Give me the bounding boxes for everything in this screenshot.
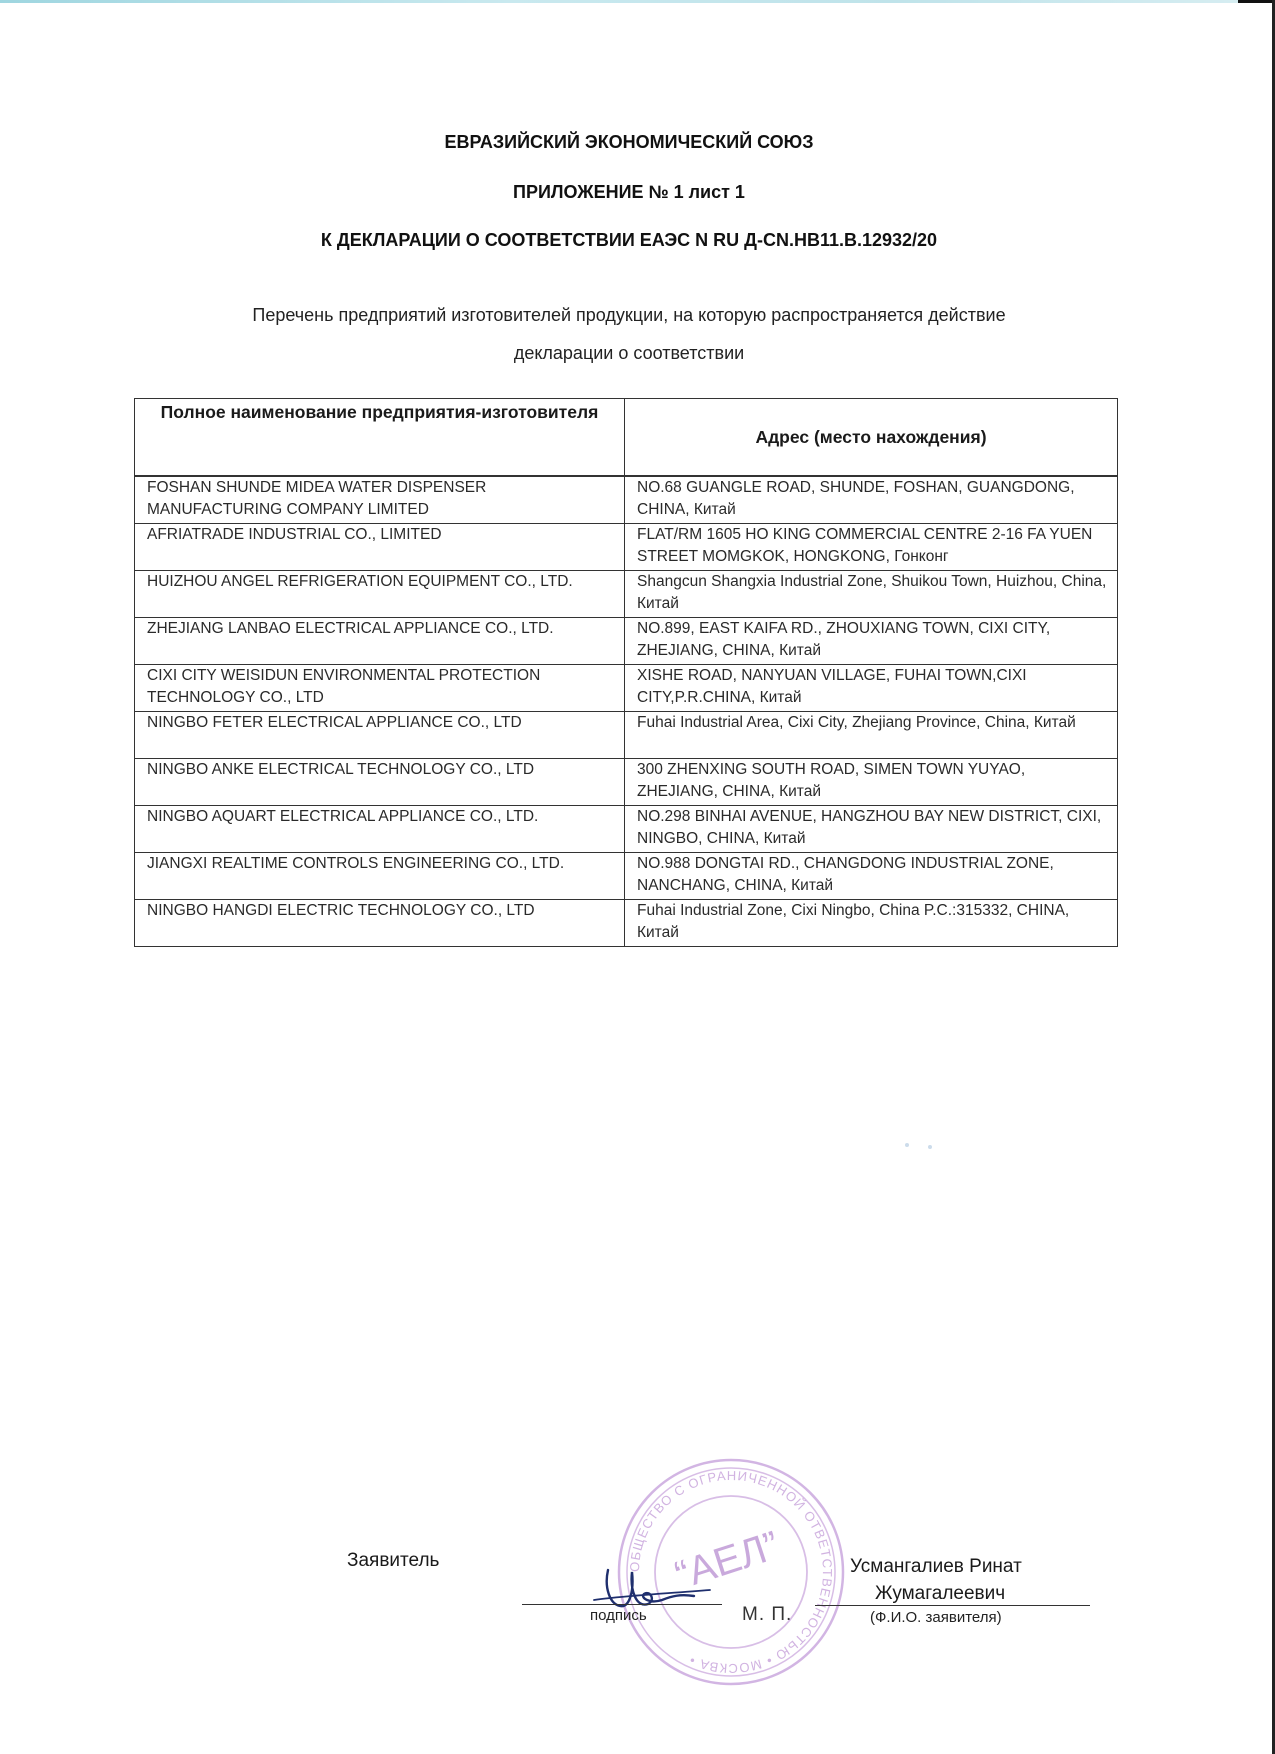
name-caption: (Ф.И.О. заявителя) [870,1609,1002,1626]
table-header-row [135,399,1118,477]
appendix-title: ПРИЛОЖЕНИЕ № 1 лист 1 [513,182,745,202]
company-name-cell: CIXI CITY WEISIDUN ENVIRONMENTAL PROTECTION TECHNOLOGY CO., LTD [135,665,625,712]
table-row [135,618,1118,665]
company-name-cell: ZHEJIANG LANBAO ELECTRICAL APPLIANCE CO., LTD. [135,618,625,665]
table-row [135,665,1118,712]
table-row [135,571,1118,618]
signature-line [522,1604,722,1605]
header-company-name: Полное наименование предприятия-изготовителя [135,399,625,477]
company-name-cell: NINGBO HANGDI ELECTRIC TECHNOLOGY CO., LTD [135,900,625,947]
applicant-name-line-2: Жумагалеевич [875,1583,1006,1604]
address-cell: Shangcun Shangxia Industrial Zone, Shuikou Town, Huizhou, China, Китай [625,571,1118,618]
header-address: Адрес (место нахождения) [625,399,1118,477]
seal-ring-text: ОБЩЕСТВО С ОГРАНИЧЕННОЙ ОТВЕТСТВЕННОСТЬЮ • МОСКВА • [626,1467,836,1677]
company-name-cell: NINGBO AQUART ELECTRICAL APPLIANCE CO., LTD. [135,806,625,853]
seal-place-label: М. П. [742,1604,793,1625]
scan-speck [928,1145,932,1149]
company-name-cell: JIANGXI REALTIME CONTROLS ENGINEERING CO., LTD. [135,853,625,900]
table-row [135,853,1118,900]
address-cell: XISHE ROAD, NANYUAN VILLAGE, FUHAI TOWN,CIXI CITY,P.R.CHINA, Китай [625,665,1118,712]
address-cell: NO.899, EAST KAIFA RD., ZHOUXIANG TOWN, CIXI CITY, ZHEJIANG, CHINA, Китай [625,618,1118,665]
table-row [135,806,1118,853]
company-name-cell: HUIZHOU ANGEL REFRIGERATION EQUIPMENT CO., LTD. [135,571,625,618]
intro-line-1: Перечень предприятий изготовителей продукции, на которую распространяется действие [252,305,1006,325]
scan-speck [905,1143,909,1147]
table-row [135,759,1118,806]
address-cell: FLAT/RM 1605 HO KING COMMERCIAL CENTRE 2-16 FA YUEN STREET MOMGKOK, HONGKONG, Гонконг [625,524,1118,571]
address-cell: Fuhai Industrial Area, Cixi City, Zhejiang Province, China, Китай [625,712,1118,759]
company-name-cell: NINGBO FETER ELECTRICAL APPLIANCE CO., LTD [135,712,625,759]
manufacturers-table [134,398,1118,947]
address-cell: NO.298 BINHAI AVENUE, HANGZHOU BAY NEW DISTRICT, CIXI, NINGBO, CHINA, Китай [625,806,1118,853]
scan-edge-corner [1238,0,1275,3]
union-title: ЕВРАЗИЙСКИЙ ЭКОНОМИЧЕСКИЙ СОЮЗ [444,132,814,152]
address-cell: NO.988 DONGTAI RD., CHANGDONG INDUSTRIAL ZONE, NANCHANG, CHINA, Китай [625,853,1118,900]
address-cell: Fuhai Industrial Zone, Cixi Ningbo, China P.C.:315332, CHINA, Китай [625,900,1118,947]
table-row [135,524,1118,571]
address-cell: NO.68 GUANGLE ROAD, SHUNDE, FOSHAN, GUANGDONG, CHINA, Китай [625,476,1118,524]
applicant-label: Заявитель [347,1550,440,1571]
signature-caption: подпись [590,1607,647,1624]
company-name-cell: NINGBO ANKE ELECTRICAL TECHNOLOGY CO., LTD [135,759,625,806]
table-row [135,900,1118,947]
company-name-cell: FOSHAN SHUNDE MIDEA WATER DISPENSER MANUFACTURING COMPANY LIMITED [135,476,625,524]
address-cell: 300 ZHENXING SOUTH ROAD, SIMEN TOWN YUYAO, ZHEJIANG, CHINA, Китай [625,759,1118,806]
scan-edge-top [0,0,1275,3]
intro-line-2: декларации о соответствии [513,343,745,363]
table-row [135,476,1118,524]
company-name-cell: AFRIATRADE INDUSTRIAL CO., LIMITED [135,524,625,571]
applicant-name-line-1: Усмангалиев Ринат [850,1556,1022,1577]
name-underline [815,1605,1090,1606]
seal-center-text: “АЕЛ” [669,1523,785,1598]
table-row [135,712,1118,759]
declaration-title: К ДЕКЛАРАЦИИ О СООТВЕТСТВИИ ЕАЭС N RU Д-CN.НВ11.В.12932/20 [320,230,938,250]
